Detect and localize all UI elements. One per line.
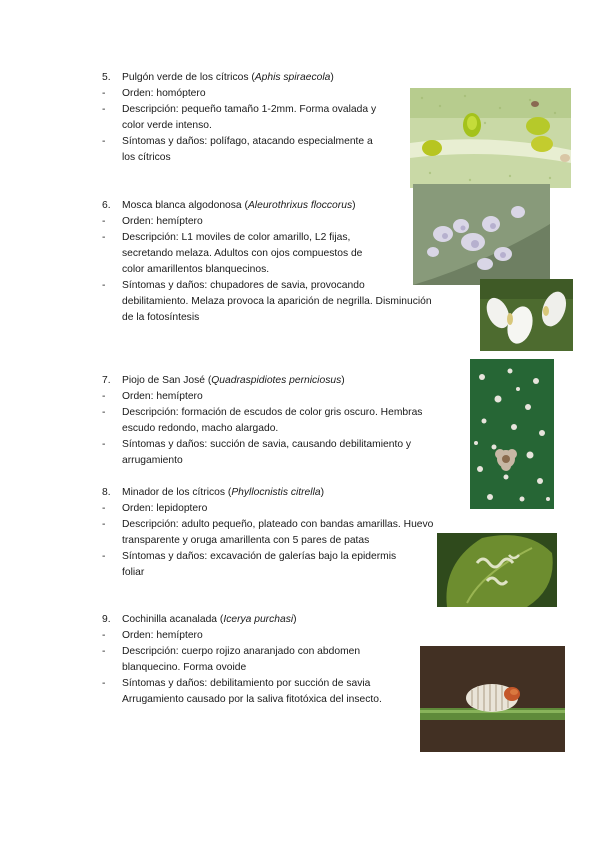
item-text: Síntomas y daños: excavación de galerías bajo la epidermis [122,551,397,562]
section-number: 5. [102,72,111,83]
common-name: Cochinilla acanalada ( [122,614,224,625]
latin-name: Quadraspidiotes perniciosus [211,375,342,386]
item-text: Síntomas y daños: chupadores de savia, provocando [122,280,365,291]
dash: - [102,439,106,450]
dash: - [102,630,106,641]
common-name: Minador de los cítricos ( [122,487,232,498]
item-text: Orden: lepidoptero [122,503,208,514]
item-text: secretando melaza. Adultos con ojos compuestos de [122,248,363,259]
item-text: blanquecino. Forma ovoide [122,662,247,673]
item-text: color verde intenso. [122,120,212,131]
aphid-photo [410,88,571,188]
item-text: foliar [122,567,145,578]
item-text: Síntomas y daños: debilitamiento por succión de savia [122,678,371,689]
item-text: los cítricos [122,152,171,163]
latin-name: Aphis spiraecola [254,72,331,83]
item-text: Descripción: cuerpo rojizo anaranjado con abdomen [122,646,361,657]
whitefly-colony-photo [413,184,550,285]
dash: - [102,136,106,147]
latin-name: Icerya purchasi [223,614,294,625]
dash: - [102,503,106,514]
icerya-photo [420,646,565,752]
item-text: Descripción: adulto pequeño, plateado con bandas amarillas. Huevo [122,519,434,530]
common-name: Pulgón verde de los cítricos ( [122,72,255,83]
item-text: de la fotosíntesis [122,312,200,323]
latin-name: Phyllocnistis citrella [231,487,321,498]
leafminer-photo [437,533,557,607]
item-text: transparente y oruga amarillenta con 5 pares de patas [122,535,370,546]
dash: - [102,646,106,657]
dash: - [102,391,106,402]
item-text: color amarillentos blanquecinos. [122,264,270,275]
dash: - [102,104,106,115]
latin-name: Aleurothrixus floccorus [247,200,353,211]
paren-close: ) [293,614,297,625]
item-text: arrugamiento [122,455,183,466]
dash: - [102,551,106,562]
item-text: escudo redondo, macho alargado. [122,423,279,434]
item-text: Orden: hemíptero [122,216,203,227]
paren-close: ) [320,487,325,498]
dash: - [102,407,106,418]
section-number: 7. [102,375,111,386]
item-text: Descripción: formación de escudos de color gris oscuro. Hembras [122,407,423,418]
dash: - [102,232,106,243]
dash: - [102,216,106,227]
item-text: Orden: hemíptero [122,391,203,402]
item-text: Orden: hemíptero [122,630,203,641]
section-number: 6. [102,200,111,211]
paren-close: ) [330,72,334,83]
common-name: Piojo de San José ( [122,375,212,386]
scale-insect-photo [470,359,554,509]
paren-close: ) [341,375,345,386]
item-text: Síntomas y daños: succión de savia, causando debilitamiento y [122,439,412,450]
whitefly-adult-photo [480,279,573,351]
item-text: debilitamiento. Melaza provoca la aparición de negrilla. Disminución [122,296,432,307]
section-number: 9. [102,614,111,625]
item-text: Orden: homóptero [122,88,206,99]
section-number: 8. [102,487,111,498]
dash: - [102,280,106,291]
item-text: Síntomas y daños: polífago, atacando especialmente a [122,136,373,147]
dash: - [102,519,106,530]
item-text: Descripción: pequeño tamaño 1-2mm. Forma ovalada y [122,104,377,115]
item-text: Descripción: L1 moviles de color amarillo, L2 fijas, [122,232,351,243]
dash: - [102,678,106,689]
paren-close: ) [352,200,356,211]
dash: - [102,88,106,99]
common-name: Mosca blanca algodonosa ( [122,200,248,211]
item-text: Arrugamiento causado por la saliva fitotóxica del insecto. [122,694,382,705]
